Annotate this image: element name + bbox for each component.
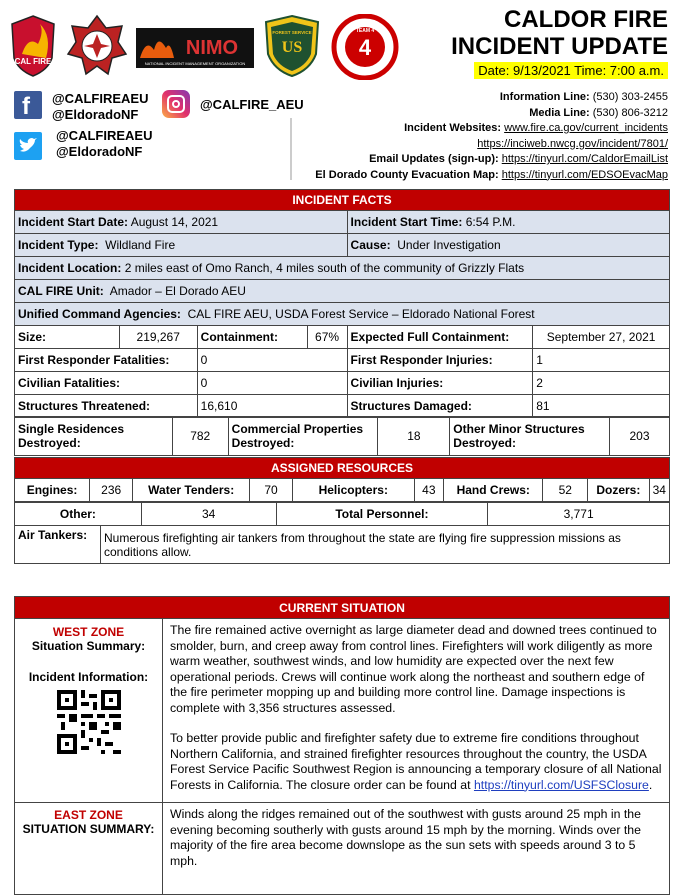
fr-injuries-value: 1 (533, 349, 670, 372)
websites-row-2 (315, 137, 668, 153)
closure-order-link[interactable]: https://tinyurl.com/USFSClosure (473, 777, 649, 792)
size-label: Size: (15, 326, 120, 349)
structures-threatened-value: 16,610 (197, 395, 347, 418)
location-cell: Incident Location: 2 miles east of Omo Ranch, 4 miles south of the community of Grizzly Flats (15, 257, 670, 280)
cause-cell: Cause: Under Investigation (347, 234, 669, 257)
expected-containment-label: Expected Full Containment: (347, 326, 533, 349)
air-tankers-table (14, 525, 670, 564)
incident-facts-table (14, 189, 670, 418)
fr-fatalities-label: First Responder Fatalities: (15, 349, 198, 372)
evac-row: El Dorado County Evacuation Map: https://tinyurl.com/EDSOEvacMap (315, 168, 668, 181)
twitter-handle-1[interactable]: @CALFIREAEU (56, 128, 153, 143)
instagram-handle[interactable]: @CALFIRE_AEU (200, 97, 304, 112)
twitter-handle-2[interactable]: @EldoradoNF (56, 144, 143, 159)
structures-threatened-label: Structures Threatened: (15, 395, 198, 418)
minor-structures-label: Other Minor Structures Destroyed: (450, 417, 610, 456)
air-tankers-label: Air Tankers: (15, 526, 101, 564)
fr-injuries-label: First Responder Injuries: (347, 349, 533, 372)
total-personnel-value: 3,771 (488, 503, 670, 526)
west-zone-cell (15, 619, 163, 803)
water-tenders-value: 70 (250, 479, 293, 502)
start-date-cell: Incident Start Date: August 14, 2021 (15, 211, 348, 234)
destroyed-table (14, 416, 670, 456)
facebook-handle-2[interactable]: @EldoradoNF (52, 107, 139, 122)
east-zone-summary (163, 803, 670, 895)
expected-containment-value: September 27, 2021 (533, 326, 670, 349)
nimo-logo (136, 28, 254, 68)
civilian-injuries-label: Civilian Injuries: (347, 372, 533, 395)
total-personnel-label: Total Personnel: (276, 503, 488, 526)
calfire-logo (8, 14, 58, 78)
facebook-handles (52, 91, 148, 123)
svg-text:4: 4 (358, 35, 372, 60)
unit-cell: CAL FIRE Unit: Amador – El Dorado AEU (15, 280, 670, 303)
media-line-row: Media Line: (530) 806-3212 (529, 106, 668, 119)
svg-text:US: US (281, 39, 303, 56)
civilian-fatalities-label: Civilian Fatalities: (15, 372, 198, 395)
info-line-row: Information Line: (530) 303-2455 (499, 91, 668, 103)
dozers-value: 34 (649, 479, 669, 502)
assigned-resources-heading: ASSIGNED RESOURCES (15, 458, 670, 479)
other-label: Other: (15, 503, 142, 526)
hand-crews-label: Hand Crews: (444, 479, 543, 502)
team4-logo (330, 14, 400, 80)
commercial-value: 18 (378, 417, 450, 456)
water-tenders-label: Water Tenders: (133, 479, 250, 502)
current-situation-table (14, 596, 670, 895)
dozers-label: Dozers: (588, 479, 649, 502)
minor-structures-value: 203 (610, 417, 670, 456)
assigned-resources-table (14, 457, 670, 502)
west-zone-summary (163, 619, 670, 803)
single-residences-label: Single Residences Destroyed: (15, 417, 173, 456)
websites-row: Incident Websites: www.fire.ca.gov/current_incidents (404, 122, 668, 134)
hand-crews-value: 52 (543, 479, 588, 502)
east-zone-label: EAST ZONE (54, 808, 123, 822)
helicopters-label: Helicopters: (292, 479, 414, 502)
helicopters-value: 43 (414, 479, 444, 502)
svg-text:NATIONAL INCIDENT MANAGEMENT O: NATIONAL INCIDENT MANAGEMENT ORGANIZATION (144, 61, 246, 66)
evac-map-link[interactable]: https://tinyurl.com/EDSOEvacMap (501, 168, 668, 181)
containment-label: Containment: (197, 326, 307, 349)
svg-text:TEAM 4: TEAM 4 (355, 28, 375, 34)
page-title (451, 6, 668, 60)
other-value: 34 (141, 503, 276, 526)
commercial-label: Commercial Properties Destroyed: (228, 417, 378, 456)
twitter-handles (56, 128, 152, 160)
size-value: 219,267 (119, 326, 197, 349)
east-paragraph-1: Winds along the ridges remained out of the southwest with gusts around 25 mph in the evening becoming southerly with gusts around 15 mph by the morning. Winds over the majority of the fire area become downslope as the sun sets with speeds around 3 to 5 mph. (170, 807, 641, 868)
engines-label: Engines: (15, 479, 90, 502)
svg-text:FOREST SERVICE: FOREST SERVICE (272, 30, 312, 35)
resources-totals-table (14, 502, 670, 526)
facebook-icon[interactable]: f (14, 91, 42, 119)
fr-fatalities-value: 0 (197, 349, 347, 372)
twitter-icon[interactable] (14, 132, 42, 160)
unified-command-cell: Unified Command Agencies: CAL FIRE AEU, USDA Forest Service – Eldorado National Forest (15, 303, 670, 326)
date-time-badge: Date: 9/13/2021 Time: 7:00 a.m. (474, 62, 668, 79)
structures-damaged-value: 81 (533, 395, 670, 418)
structures-damaged-label: Structures Damaged: (347, 395, 533, 418)
instagram-icon[interactable] (162, 90, 190, 118)
engines-value: 236 (90, 479, 133, 502)
type-cell: Incident Type: Wildland Fire (15, 234, 348, 257)
usfs-shield-logo (262, 14, 322, 78)
header-divider (290, 118, 292, 180)
west-zone-label: WEST ZONE (52, 625, 125, 639)
east-zone-cell (15, 803, 163, 895)
svg-text:CAL FIRE: CAL FIRE (14, 57, 52, 66)
email-row: Email Updates (sign-up): https://tinyurl.com/CaldorEmailList (369, 153, 668, 165)
west-paragraph-1: The fire remained active overnight as large diameter dead and downed trees continued to smolder, burn, and creep away from control lines. Firefighters will work diligently as more warm weather, southwest winds, and low humidity are expected over the next few operational periods. Crews will continue work along the northeast and southern edge of the fire perimeter mopping up and building more control line. Damage inspections is complete with 3,356 structures assessed. (170, 623, 657, 715)
air-tankers-value: Numerous firefighting air tankers from throughout the state are flying fire suppression missions as conditions allow. (101, 526, 670, 564)
title-line-1: CALDOR FIRE (504, 6, 668, 33)
team-badge-logo (66, 14, 128, 78)
incident-facts-heading: INCIDENT FACTS (15, 190, 670, 211)
facebook-handle-1[interactable]: @CALFIREAEU (52, 91, 149, 106)
svg-text:NIMO: NIMO (185, 37, 239, 59)
current-situation-heading: CURRENT SITUATION (15, 597, 670, 619)
west-paragraph-2: To better provide public and firefighter safety due to extreme fire conditions throughout Northern California, and strained firefighter resources throughout the country, the USDA Forest Service Pacific Southwest Region is announcing a temporary closure of all National Forests in California. The closure order can be found at https://tinyurl.com/USFSClosure. (170, 731, 662, 792)
title-line-2: INCIDENT UPDATE (451, 33, 668, 60)
west-summary-label: Situation Summary: (31, 639, 146, 653)
single-residences-value: 782 (172, 417, 228, 456)
civilian-fatalities-value: 0 (197, 372, 347, 395)
containment-value: 67% (307, 326, 347, 349)
east-summary-label: SITUATION SUMMARY: (22, 822, 155, 836)
start-time-cell: Incident Start Time: 6:54 P.M. (347, 211, 669, 234)
website-link-2[interactable]: https://inciweb.nwcg.gov/incident/7801/ (477, 137, 668, 150)
incident-info-label: Incident Information: (28, 670, 149, 684)
email-signup-link[interactable]: https://tinyurl.com/CaldorEmailList (501, 153, 668, 165)
contact-info (315, 90, 668, 183)
civilian-injuries-value: 2 (533, 372, 670, 395)
qr-code-icon[interactable] (57, 690, 121, 754)
website-link-1[interactable]: www.fire.ca.gov/current_incidents (504, 122, 668, 134)
